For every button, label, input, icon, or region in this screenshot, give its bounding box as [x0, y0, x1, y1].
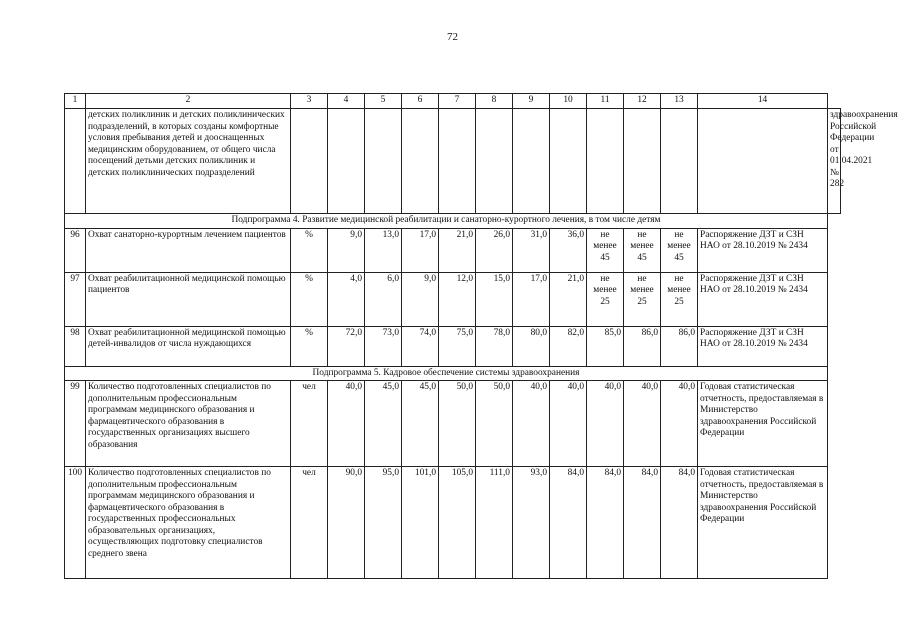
- value-cell: 12,0: [439, 272, 476, 326]
- value-cell: 17,0: [513, 272, 550, 326]
- subprogram-row: [65, 214, 841, 229]
- source-document: Годовая статистическая отчетность, предоставляемая в Министерство здравоохранения Российской Федерации: [698, 381, 828, 467]
- header-cell: 13: [661, 94, 698, 109]
- value-cell: 17,0: [402, 228, 439, 272]
- value-cell: 86,0: [661, 326, 698, 366]
- table-row: [65, 381, 841, 467]
- value-cell: не менее 25: [661, 272, 698, 326]
- header-cell: 2: [86, 94, 291, 109]
- row-number: 98: [65, 326, 86, 366]
- unit: %: [291, 228, 328, 272]
- value-cell: 85,0: [587, 326, 624, 366]
- indicator-name: Охват санаторно-курортным лечением пациентов: [86, 228, 291, 272]
- value-cell: 50,0: [439, 381, 476, 467]
- header-cell: 8: [476, 94, 513, 109]
- value-cell: 75,0: [439, 326, 476, 366]
- source-document: Распоряжение ДЗТ и СЗН НАО от 28.10.2019 № 2434: [698, 228, 828, 272]
- value-cell: 21,0: [550, 272, 587, 326]
- header-cell: 6: [402, 94, 439, 109]
- subprogram-row: [65, 366, 841, 381]
- value-cell: 74,0: [402, 326, 439, 366]
- value-cell: 31,0: [513, 228, 550, 272]
- value-cell: 9,0: [328, 228, 365, 272]
- row-number: 99: [65, 381, 86, 467]
- value-cell: 90,0: [328, 467, 365, 579]
- value-cell: 6,0: [365, 272, 402, 326]
- value-cell: 111,0: [476, 467, 513, 579]
- header-cell: 10: [550, 94, 587, 109]
- table-row: [65, 272, 841, 326]
- subprogram-title: Подпрограмма 4. Развитие медицинской реабилитации и санаторно-курортного лечения, в том числе детям: [65, 214, 828, 229]
- table-row: [65, 326, 841, 366]
- header-row: [65, 94, 841, 109]
- header-cell: 11: [587, 94, 624, 109]
- source-document: Распоряжение ДЗТ и СЗН НАО от 28.10.2019 № 2434: [698, 272, 828, 326]
- value-cell: 40,0: [328, 381, 365, 467]
- value-cell: не менее 45: [587, 228, 624, 272]
- page-number: 72: [447, 31, 458, 43]
- value-cell: не менее 45: [661, 228, 698, 272]
- value-cell: не менее 25: [624, 272, 661, 326]
- row-number: 96: [65, 228, 86, 272]
- table-row: [65, 467, 841, 579]
- value-cell: 78,0: [476, 326, 513, 366]
- header-cell: 3: [291, 94, 328, 109]
- header-cell: 5: [365, 94, 402, 109]
- header-cell: 1: [65, 94, 86, 109]
- unit: %: [291, 326, 328, 366]
- source-document: Годовая статистическая отчетность, предоставляемая в Министерство здравоохранения Российской Федерации: [698, 467, 828, 579]
- value-cell: 40,0: [513, 381, 550, 467]
- source-document: Распоряжение ДЗТ и СЗН НАО от 28.10.2019 № 2434: [698, 326, 828, 366]
- value-cell: 84,0: [587, 467, 624, 579]
- value-cell: 93,0: [513, 467, 550, 579]
- unit: чел: [291, 381, 328, 467]
- row-number: 100: [65, 467, 86, 579]
- subprogram-title: Подпрограмма 5. Кадровое обеспечение системы здравоохранения: [65, 366, 828, 381]
- value-cell: 40,0: [661, 381, 698, 467]
- source-document: здравоохранения Российской Федерации от 01.04.2021 № 282: [828, 109, 841, 214]
- value-cell: 86,0: [624, 326, 661, 366]
- table-row: [65, 228, 841, 272]
- value-cell: 40,0: [624, 381, 661, 467]
- value-cell: 50,0: [476, 381, 513, 467]
- unit: чел: [291, 467, 328, 579]
- value-cell: не менее 45: [624, 228, 661, 272]
- value-cell: 105,0: [439, 467, 476, 579]
- value-cell: 13,0: [365, 228, 402, 272]
- row-number: 97: [65, 272, 86, 326]
- indicator-name: Охват реабилитационной медицинской помощью пациентов: [86, 272, 291, 326]
- indicator-name: детских поликлиник и детских поликлинических подразделений, в которых созданы комфортные условия пребывания детей и дооснащенных медицинским оборудованием, от общего числа посещений детьми детских поликлиник и детских поликлинических подразделений: [86, 109, 291, 214]
- value-cell: 84,0: [624, 467, 661, 579]
- value-cell: 45,0: [402, 381, 439, 467]
- value-cell: не менее 25: [587, 272, 624, 326]
- value-cell: 21,0: [439, 228, 476, 272]
- indicator-name: Количество подготовленных специалистов по дополнительным профессиональным программам медицинского образования и фармацевтического образования в государственных профессиональных образовательных организациях, осуществляющих подготовку специалистов среднего звена: [86, 467, 291, 579]
- value-cell: 26,0: [476, 228, 513, 272]
- value-cell: 4,0: [328, 272, 365, 326]
- value-cell: 82,0: [550, 326, 587, 366]
- value-cell: 45,0: [365, 381, 402, 467]
- value-cell: 84,0: [661, 467, 698, 579]
- header-cell: 4: [328, 94, 365, 109]
- value-cell: 101,0: [402, 467, 439, 579]
- indicator-name: Количество подготовленных специалистов по дополнительным профессиональным программам медицинского образования и фармацевтического образования в государственных организациях высшего образования: [86, 381, 291, 467]
- indicator-name: Охват реабилитационной медицинской помощью детей-инвалидов от числа нуждающихся: [86, 326, 291, 366]
- header-cell: 7: [439, 94, 476, 109]
- value-cell: 15,0: [476, 272, 513, 326]
- header-cell: 12: [624, 94, 661, 109]
- value-cell: 80,0: [513, 326, 550, 366]
- value-cell: 72,0: [328, 326, 365, 366]
- value-cell: 73,0: [365, 326, 402, 366]
- value-cell: 95,0: [365, 467, 402, 579]
- value-cell: 84,0: [550, 467, 587, 579]
- value-cell: 40,0: [587, 381, 624, 467]
- header-cell: 9: [513, 94, 550, 109]
- value-cell: 9,0: [402, 272, 439, 326]
- value-cell: 40,0: [550, 381, 587, 467]
- unit: %: [291, 272, 328, 326]
- value-cell: 36,0: [550, 228, 587, 272]
- header-cell: 14: [698, 94, 828, 109]
- indicators-table: [64, 93, 898, 579]
- table-row: [65, 109, 841, 214]
